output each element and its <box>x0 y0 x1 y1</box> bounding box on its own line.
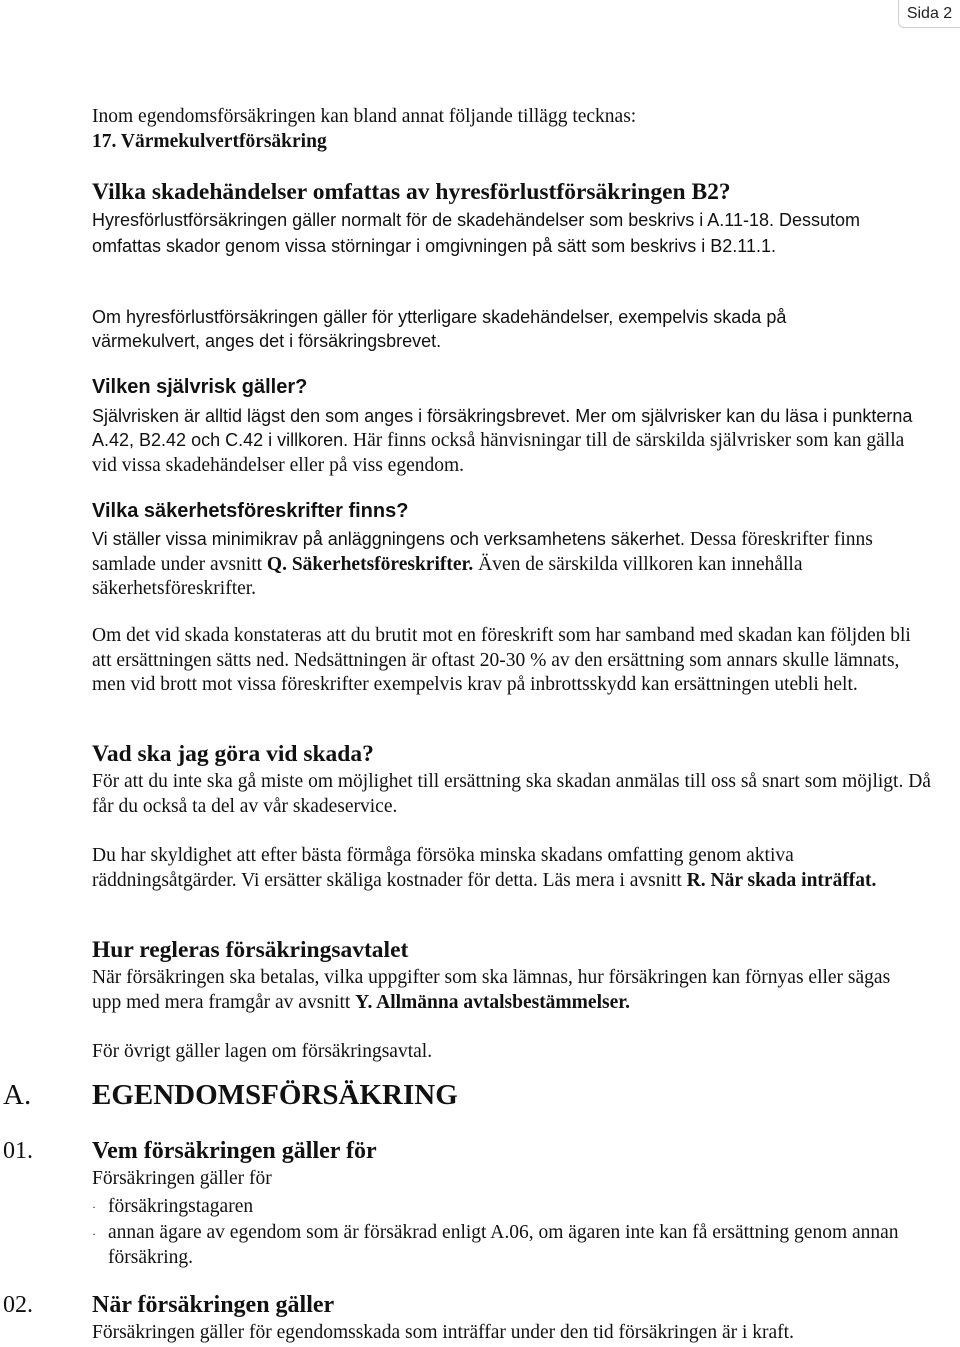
heading-forsakringsavtal: Hur regleras försäkringsavtalet <box>92 937 409 963</box>
bullet-dot-icon: · <box>92 1227 96 1241</box>
heading-skadehandelser: Vilka skadehändelser omfattas av hyresförlustförsäkringen B2? <box>92 179 731 205</box>
paragraph-sjalvrisk <box>92 404 920 478</box>
sjalvrisk-text-b: Här finns också hänvisningar till de särskilda självrisker som kan gälla vid vissa skadehändelser eller på viss egendom. <box>92 430 905 476</box>
page-number-tab <box>898 0 960 28</box>
sjalvrisk-text-a: Självrisken är alltid lägst den som anges i försäkringsbrevet. Mer om självrisker kan du läsa i punkterna A.42, B2.42 och C.42 i villkoren. <box>92 406 913 450</box>
paragraph-raddning <box>92 844 900 893</box>
intro-addon-item: 17. Värmekulvertförsäkring <box>92 131 327 152</box>
paragraph-avtal <box>92 966 910 1015</box>
bullet-dot-icon: · <box>92 1200 96 1214</box>
intro-line: Inom egendomsförsäkringen kan bland annat följande tillägg tecknas: <box>92 106 637 127</box>
paragraph-hyresforlust-scope: Hyresförlustförsäkringen gäller normalt för de skadehändelser som beskrivs i A.11-18. Dessutom omfattas skador genom vissa störningar i omgivningen på sätt som beskrivs i B2.11.1. <box>92 210 861 256</box>
paragraph-lagen: För övrigt gäller lagen om försäkringsavtal. <box>92 1041 433 1062</box>
sakerhet-text-a: Vi ställer vissa minimikrav på anläggningens och verksamhetens säkerhet. <box>92 529 685 549</box>
subsection-01-title: Vem försäkringen gäller för <box>92 1138 377 1164</box>
section-title: EGENDOMSFÖRSÄKRING <box>92 1079 458 1111</box>
raddning-text: Du har skyldighet att efter bästa förmåga försöka minska skadans omfatting genom aktiva räddningsåtgärder. Vi ersätter skäliga kostnader för detta. Läs mera i avsnitt <box>92 845 794 891</box>
subsection-02-title: När försäkringen gäller <box>92 1292 335 1318</box>
subsection-01-intro: Försäkringen gäller för <box>92 1168 272 1189</box>
subsection-02-number: 02. <box>3 1292 33 1318</box>
section-number: A. <box>3 1079 32 1111</box>
page-number-label: Sida 2 <box>906 5 953 22</box>
avtal-text: När försäkringen ska betalas, vilka uppgifter som ska lämnas, hur försäkringen kan förnyas eller sägas upp med mera framgår av avsnitt <box>92 967 891 1013</box>
subsection-01-number: 01. <box>3 1138 33 1164</box>
heading-sjalvrisk: Vilken självrisk gäller? <box>92 376 308 398</box>
raddning-section-ref: R. När skada inträffat. <box>686 869 877 891</box>
sakerhet-section-ref: Q. Säkerhetsföreskrifter. <box>266 553 474 575</box>
list-item: försäkringstagaren <box>108 1196 254 1217</box>
avtal-section-ref: Y. Allmänna avtalsbestämmelser. <box>355 991 630 1013</box>
subsection-02-text: Försäkringen gäller för egendomsskada som inträffar under den tid försäkringen är i kraft. <box>92 1322 794 1343</box>
paragraph-hyresforlust-extra: Om hyresförlustförsäkringen gäller för ytterligare skadehändelser, exempelvis skada på värmekulvert, anges det i försäkringsbrevet. <box>92 307 787 351</box>
heading-vid-skada: Vad ska jag göra vid skada? <box>92 741 374 767</box>
heading-sakerhetsforeskrifter: Vilka säkerhetsföreskrifter finns? <box>92 500 409 522</box>
sakerhet-text-b: Dessa föreskrifter finns samlade under avsnitt <box>92 529 873 575</box>
paragraph-sakerhet-krav <box>92 527 920 602</box>
list-item: annan ägare av egendom som är försäkrad enligt A.06, om ägaren inte kan få ersättning genom annan försäkring. <box>108 1222 899 1268</box>
sakerhet-text-c: Även de särskilda villkoren kan innehålla säkerhetsföreskrifter. <box>92 553 803 599</box>
paragraph-anmalan: För att du inte ska gå miste om möjlighet till ersättning ska skadan anmälas till oss så snart som möjligt. Då får du också ta del av vår skadeservice. <box>92 771 931 817</box>
paragraph-nedsattning: Om det vid skada konstateras att du brutit mot en föreskrift som har samband med skadan kan följden bli att ersättningen sätts ned. Nedsättningen är oftast 20-30 % av den ersättning som annars skulle lämnats, men vid brott mot vissa föreskrifter exempelvis krav på inbrottsskydd kan ersättningen utebli helt. <box>92 625 911 695</box>
